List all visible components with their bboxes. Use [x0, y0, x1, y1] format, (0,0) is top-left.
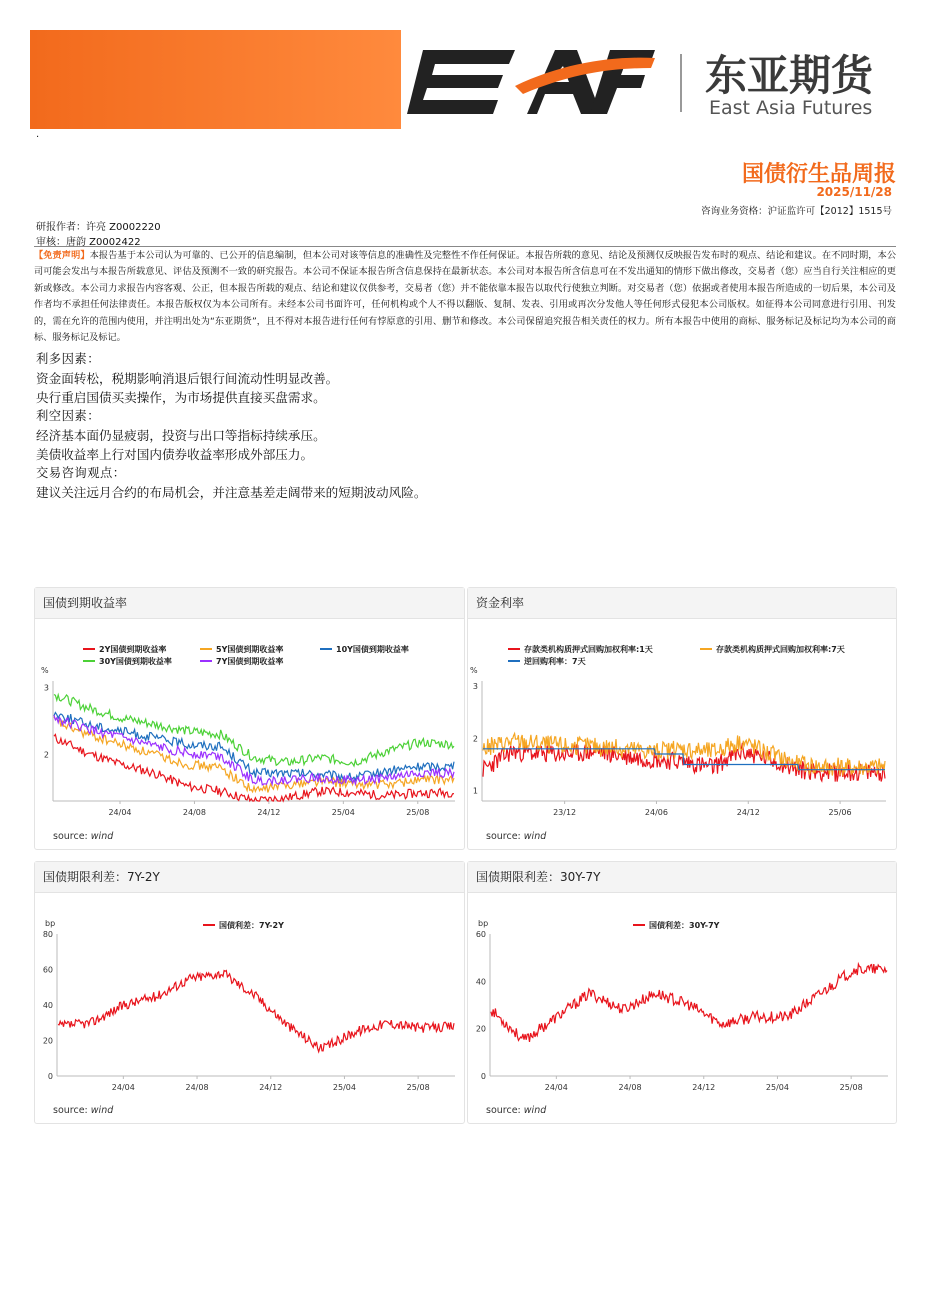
legend-label: 国债利差：7Y-2Y — [219, 921, 284, 930]
y-tick-label: 40 — [475, 977, 486, 987]
series-line — [54, 713, 454, 781]
x-tick-label: 25/08 — [839, 1083, 863, 1092]
chart-source: source: wind — [53, 831, 114, 842]
bullish-point: 央行重启国债买卖操作，为市场提供直接买盘需求。 — [36, 390, 326, 405]
x-tick-label: 25/04 — [331, 808, 355, 817]
x-tick-label: 24/06 — [644, 808, 668, 817]
x-tick-label: 23/12 — [553, 808, 577, 817]
series-line — [491, 964, 887, 1042]
legend-label: 10Y国债到期收益率 — [336, 645, 409, 654]
brand-en: East Asia Futures — [709, 97, 873, 119]
legend-label: 30Y国债到期收益率 — [99, 657, 172, 666]
y-unit-label: % — [470, 666, 478, 675]
y-tick-label: 2 — [472, 734, 478, 744]
x-tick-label: 24/08 — [185, 1083, 209, 1092]
series-line — [54, 717, 454, 793]
y-tick-label: 20 — [475, 1024, 486, 1034]
chart-panel-yield — [34, 587, 465, 850]
legend-label: 2Y国债到期收益率 — [99, 645, 167, 654]
chart-panel-funding — [467, 587, 897, 850]
view-heading: 交易咨询观点： — [36, 466, 126, 480]
legend-label: 5Y国债到期收益率 — [216, 645, 284, 654]
y-tick-label: 60 — [42, 965, 53, 975]
x-tick-label: 24/12 — [257, 808, 281, 817]
marker-dot: · — [36, 132, 40, 143]
x-tick-label: 24/08 — [182, 808, 206, 817]
bearish-heading: 利空因素： — [36, 409, 100, 423]
report-date: 2025/11/28 — [816, 185, 892, 199]
legend-label: 逆回购利率：7天 — [524, 657, 586, 666]
y-unit-label: % — [41, 666, 49, 675]
y-tick-label: 0 — [47, 1072, 53, 1081]
eaf-logo-mark — [407, 50, 655, 114]
chart-panel-spread-7y2y — [34, 861, 465, 1124]
chart-panel-spread-30y7y — [467, 861, 897, 1124]
divider — [34, 246, 896, 247]
legend-label: 国债利差：30Y-7Y — [649, 921, 720, 930]
bearish-point: 经济基本面仍显疲弱，投资与出口等指标持续承压。 — [36, 428, 326, 443]
reviewer: 审核：唐韵 Z0002422 — [36, 237, 141, 248]
x-tick-label: 25/06 — [828, 808, 852, 817]
x-tick-label: 25/08 — [406, 808, 430, 817]
chart-spread-7y2y — [35, 893, 464, 1123]
chart-yield-curves — [35, 619, 464, 849]
report-title: 国债衍生品周报 — [741, 162, 896, 187]
x-tick-label: 24/04 — [108, 808, 132, 817]
chart-title: 资金利率 — [468, 588, 896, 619]
x-tick-label: 24/12 — [259, 1083, 283, 1092]
x-tick-label: 24/12 — [692, 1083, 716, 1092]
chart-funding-rates — [468, 619, 896, 849]
x-tick-label: 24/04 — [544, 1083, 568, 1092]
bullish-heading: 利多因素： — [36, 352, 100, 366]
view-point: 建议关注远月合约的布局机会，并注意基差走阔带来的短期波动风险。 — [36, 485, 427, 500]
bearish-point: 美债收益率上行对国内债券收益率形成外部压力。 — [36, 447, 314, 462]
brand-cn: 东亚期货 — [705, 51, 874, 100]
author: 研报作者：许亮 Z0002220 — [36, 222, 161, 233]
license-info: 咨询业务资格：沪证监许可【2012】1515号 — [701, 206, 892, 217]
series-line — [58, 971, 454, 1052]
y-unit-label: bp — [45, 919, 56, 928]
x-tick-label: 25/08 — [406, 1083, 430, 1092]
disclaimer-tag: 【免责声明】 — [34, 250, 90, 261]
y-tick-label: 40 — [42, 1001, 53, 1010]
chart-spread-30y7y — [468, 893, 896, 1123]
y-tick-label: 3 — [43, 683, 49, 693]
company-logo — [405, 42, 895, 122]
x-tick-label: 24/04 — [111, 1083, 135, 1092]
chart-source: source: wind — [53, 1105, 114, 1116]
y-tick-label: 60 — [475, 930, 486, 939]
disclaimer-text: 本报告基于本公司认为可靠的、已公开的信息编制，但本公司对该等信息的准确性及完整性不作任何保证。本报告所载的意见、结论及预测仅反映报告发布时的观点、结论和建议。在不同时期，本公司可能会发出与本报告所载意见、评估及预测不一致的研究报告。本公司不保证本报告所含信息保持在最新状态。本公司对本报告所含信息可在不发出通知的情形下做出修改，交易者（您）应当自行关注相应的更新或修改。本公司力求报告内容客观、公正，但本报告所载的观点、结论和建议仅供参考，交易者（您）并不能依靠本报告以取代行使独立判断。对交易者（您）依据或者使用本报告所造成的一切后果，本公司及作者均不承担任何法律责任。本报告版权仅为本公司所有。未经本公司书面许可，任何机构或个人不得以翻版、复制、发表、引用或再次分发他人等任何形式侵犯本公司版权。如征得本公司同意进行引用、刊发的，需在允许的范围内使用，并注明出处为“东亚期货”，且不得对本报告进行任何有悖原意的引用、删节和修改。本公司保留追究报告相关责任的权力。所有本报告中使用的商标、服务标记及标记均为本公司的商标、服务标记及标记。 — [34, 250, 897, 344]
x-tick-label: 24/08 — [618, 1083, 642, 1092]
x-tick-label: 25/04 — [332, 1083, 356, 1092]
y-tick-label: 0 — [480, 1072, 486, 1081]
x-tick-label: 25/04 — [765, 1083, 789, 1092]
y-tick-label: 1 — [472, 786, 478, 796]
disclaimer — [34, 248, 896, 346]
chart-title: 国债期限利差：30Y-7Y — [468, 862, 896, 893]
y-unit-label: bp — [478, 919, 489, 928]
y-tick-label: 3 — [472, 682, 478, 692]
chart-source: source: wind — [486, 831, 547, 842]
y-tick-label: 20 — [42, 1036, 53, 1046]
chart-title: 国债期限利差：7Y-2Y — [35, 862, 464, 893]
legend-label: 存款类机构质押式回购加权利率:1天 — [524, 645, 653, 654]
legend-label: 7Y国债到期收益率 — [216, 657, 284, 666]
chart-title: 国债到期收益率 — [35, 588, 464, 619]
analysis-section — [36, 350, 886, 502]
x-tick-label: 24/12 — [736, 808, 760, 817]
chart-source: source: wind — [486, 1105, 547, 1116]
header-orange-bar — [30, 30, 401, 129]
bullish-point: 资金面转松，税期影响消退后银行间流动性明显改善。 — [36, 371, 339, 386]
legend-label: 存款类机构质押式回购加权利率:7天 — [716, 645, 845, 654]
y-tick-label: 2 — [43, 750, 49, 760]
y-tick-label: 80 — [42, 930, 53, 939]
